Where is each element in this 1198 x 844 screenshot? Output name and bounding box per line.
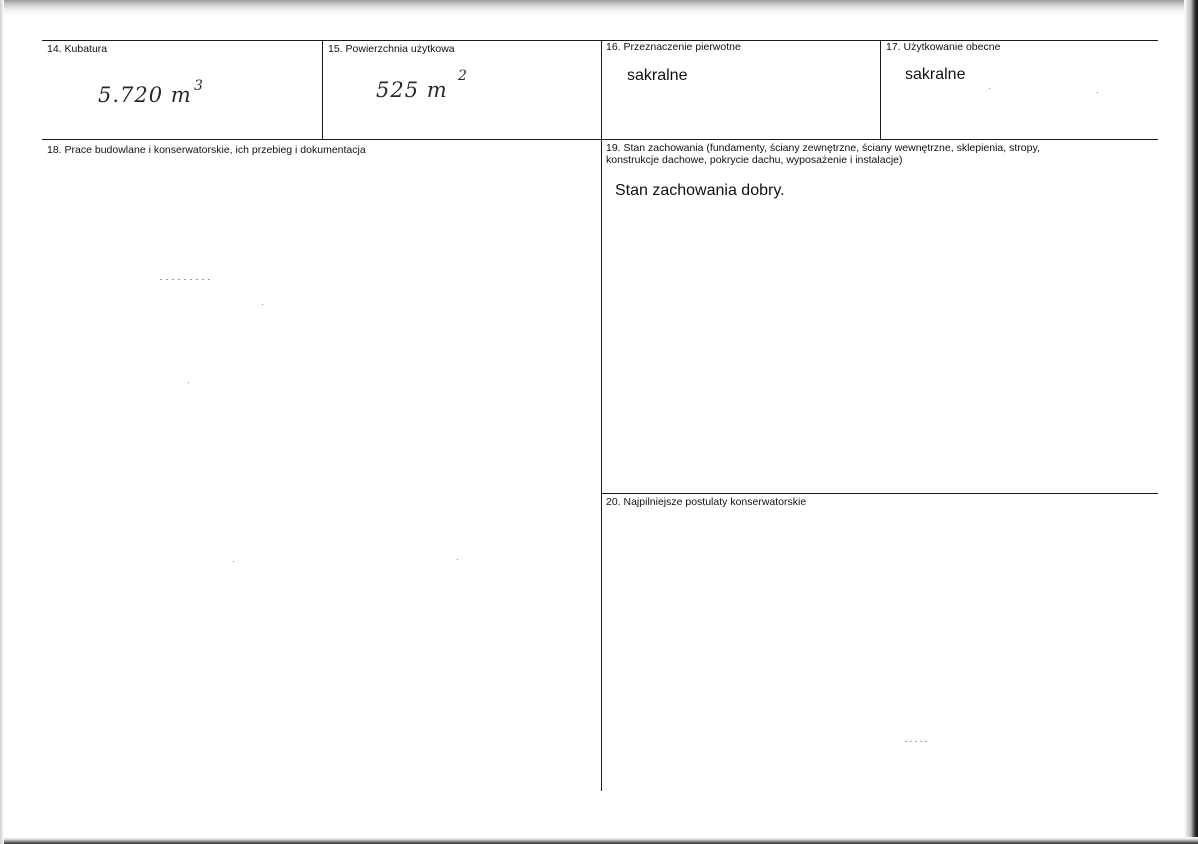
field-19-label-line1: 19. Stan zachowania (fundamenty, ściany zewnętrzne, ściany wewnętrzne, sklepienia, stropy, — [606, 142, 1040, 154]
divider-14-15 — [322, 40, 323, 140]
scan-speck — [989, 88, 990, 89]
field-14-label: 14. Kubatura — [47, 43, 108, 55]
scan-edge-right — [1184, 0, 1198, 844]
field-16-value: sakralne — [627, 67, 688, 84]
field-14-superscript: 3 — [194, 78, 203, 94]
scan-edge-top — [0, 0, 1198, 16]
field20-top-border — [602, 493, 1158, 494]
scan-speck — [457, 559, 458, 560]
scan-speck — [1097, 92, 1098, 93]
scan-speck — [262, 304, 263, 305]
row1-bottom-border — [42, 139, 1158, 140]
scan-edge-left — [0, 0, 4, 844]
field-16-label: 16. Przeznaczenie pierwotne — [606, 41, 741, 53]
scan-speck — [160, 279, 210, 280]
field-17-value: sakralne — [905, 66, 966, 83]
scan-speck — [188, 382, 189, 383]
field-15-label: 15. Powierzchnia użytkowa — [328, 43, 455, 55]
field-15-superscript: 2 — [458, 68, 467, 84]
scan-speck — [233, 561, 234, 562]
field-18-label: 18. Prace budowlane i konserwatorskie, ich przebieg i dokumentacja — [47, 144, 366, 156]
field-19-value: Stan zachowania dobry. — [615, 182, 785, 199]
field-15-value: 525 m — [376, 78, 448, 102]
field-17-label: 17. Użytkowanie obecne — [886, 41, 1001, 53]
scan-speck — [905, 741, 927, 742]
divider-main — [601, 40, 602, 791]
field-19-label-line2: konstrukcje dachowe, pokrycie dachu, wyposażenie i instalacje) — [606, 154, 903, 166]
scan-edge-bottom — [0, 837, 1198, 844]
field-14-value: 5.720 m — [98, 83, 192, 107]
divider-16-17 — [880, 40, 881, 140]
field-20-label: 20. Najpilniejsze postulaty konserwatorskie — [606, 496, 807, 508]
